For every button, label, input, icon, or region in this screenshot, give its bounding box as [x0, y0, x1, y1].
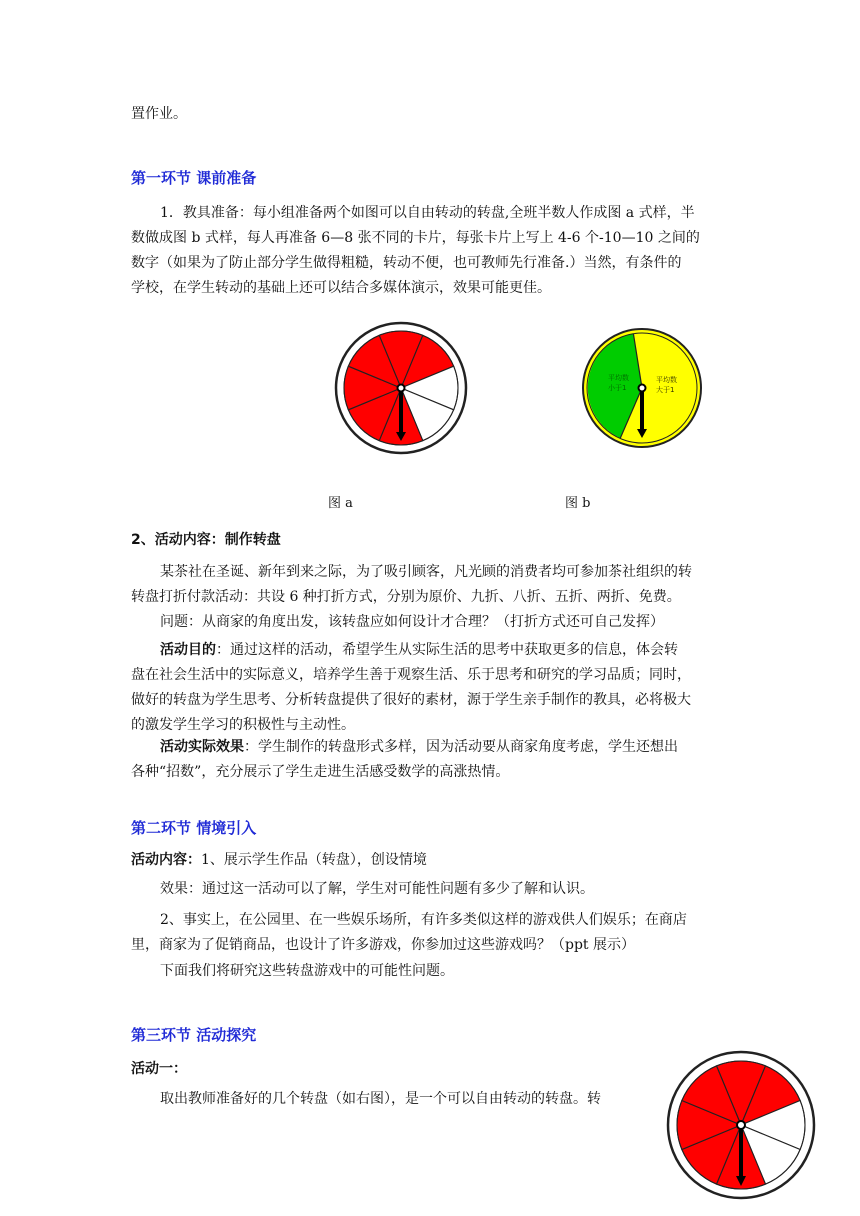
activity2-p1-line-1: 某茶社在圣诞、新年到来之际，为了吸引顾客，凡光顾的消费者均可参加茶社组织的转	[160, 564, 692, 580]
section2-item2-line-2: 里，商家为了促销商品，也设计了许多游戏，你参加过这些游戏吗？（ppt 展示）	[131, 937, 635, 953]
purpose-label: 活动目的	[160, 642, 216, 658]
activity2-effect-line-2: 各种“招数”，充分展示了学生走进生活感受数学的高涨热情。	[131, 764, 510, 780]
wheel-b-right-label-1: 平均数	[656, 376, 677, 384]
activity2-purpose-line-4: 的激发学生学习的积极性与主动性。	[131, 717, 355, 733]
activity2-purpose-line-3: 做好的转盘为学生思考、分析转盘提供了很好的素材，源于学生亲手制作的教具，必将极大	[131, 692, 691, 708]
wheel-b-right-label-2: 大于1	[656, 386, 675, 394]
wheel-b-left-label-2: 小于1	[608, 384, 627, 392]
content-text: 1、展示学生作品（转盘），创设情境	[201, 852, 427, 868]
activity2-effect-line-1	[160, 737, 678, 757]
wheel-right-hub	[737, 1121, 745, 1129]
section3-line: 取出教师准备好的几个转盘（如右图），是一个可以自由转动的转盘。转	[160, 1091, 601, 1107]
section-2-heading: 第二环节 情境引入	[131, 819, 257, 837]
section2-item2-line-1: 2、事实上，在公园里、在一些娱乐场所，有许多类似这样的游戏供人们娱乐；在商店	[160, 912, 687, 928]
section2-next: 下面我们将研究这些转盘游戏中的可能性问题。	[160, 963, 454, 979]
activity2-question: 问题：从商家的角度出发，该转盘应如何设计才合理？（打折方式还可自己发挥）	[160, 614, 664, 630]
section3-activity1: 活动一：	[131, 1061, 187, 1077]
purpose-text: ：通过这样的活动，希望学生从实际生活的思考中获取更多的信息，体会转	[216, 642, 678, 658]
spinner-figure-b	[580, 326, 704, 450]
section2-effect: 效果：通过这一活动可以了解，学生对可能性问题有多少了解和认识。	[160, 881, 594, 897]
para1-line-3: 数字（如果为了防止部分学生做得粗糙，转动不便，也可教师先行准备.）当然，有条件的	[131, 255, 682, 271]
activity2-p1-line-2: 转盘打折付款活动：共设 6 种打折方式，分别为原价、九折、八折、五折、两折、免费。	[131, 589, 681, 605]
para1-line-2: 数做成图 b 式样，每人再准备 6—8 张不同的卡片，每张卡片上写上 4-6 个-10—10 之间的	[131, 230, 700, 246]
para1-line-4: 学校，在学生转动的基础上还可以结合多媒体演示，效果可能更佳。	[131, 280, 551, 296]
top-line: 置作业。	[131, 106, 187, 122]
caption-figure-a: 图 a	[328, 496, 353, 511]
spinner-right	[666, 1050, 816, 1200]
wheel-b-left-label-1: 平均数	[608, 374, 629, 382]
activity2-title: 2、活动内容：制作转盘	[131, 532, 281, 548]
content-label: 活动内容：	[131, 852, 201, 868]
section-3-heading: 第三环节 活动探究	[131, 1026, 257, 1044]
wheel-b-hub	[639, 385, 646, 392]
effect-text: ：学生制作的转盘形式多样，因为活动要从商家角度考虑，学生还想出	[244, 739, 678, 755]
caption-figure-b: 图 b	[565, 496, 591, 511]
activity2-purpose-line-1	[160, 640, 678, 660]
para1-line-1: 1．教具准备：每小组准备两个如图可以自由转动的转盘,全班半数人作成图 a 式样，半	[160, 205, 695, 221]
spinner-figure-a	[334, 321, 468, 455]
activity2-purpose-line-2: 盘在社会生活中的实际意义，培养学生善于观察生活、乐于思考和研究的学习品质；同时，	[131, 667, 691, 683]
effect-label: 活动实际效果	[160, 739, 244, 755]
section-1-heading: 第一环节 课前准备	[131, 169, 257, 187]
wheel-a-hub	[398, 385, 405, 392]
section2-content-line	[131, 850, 427, 870]
